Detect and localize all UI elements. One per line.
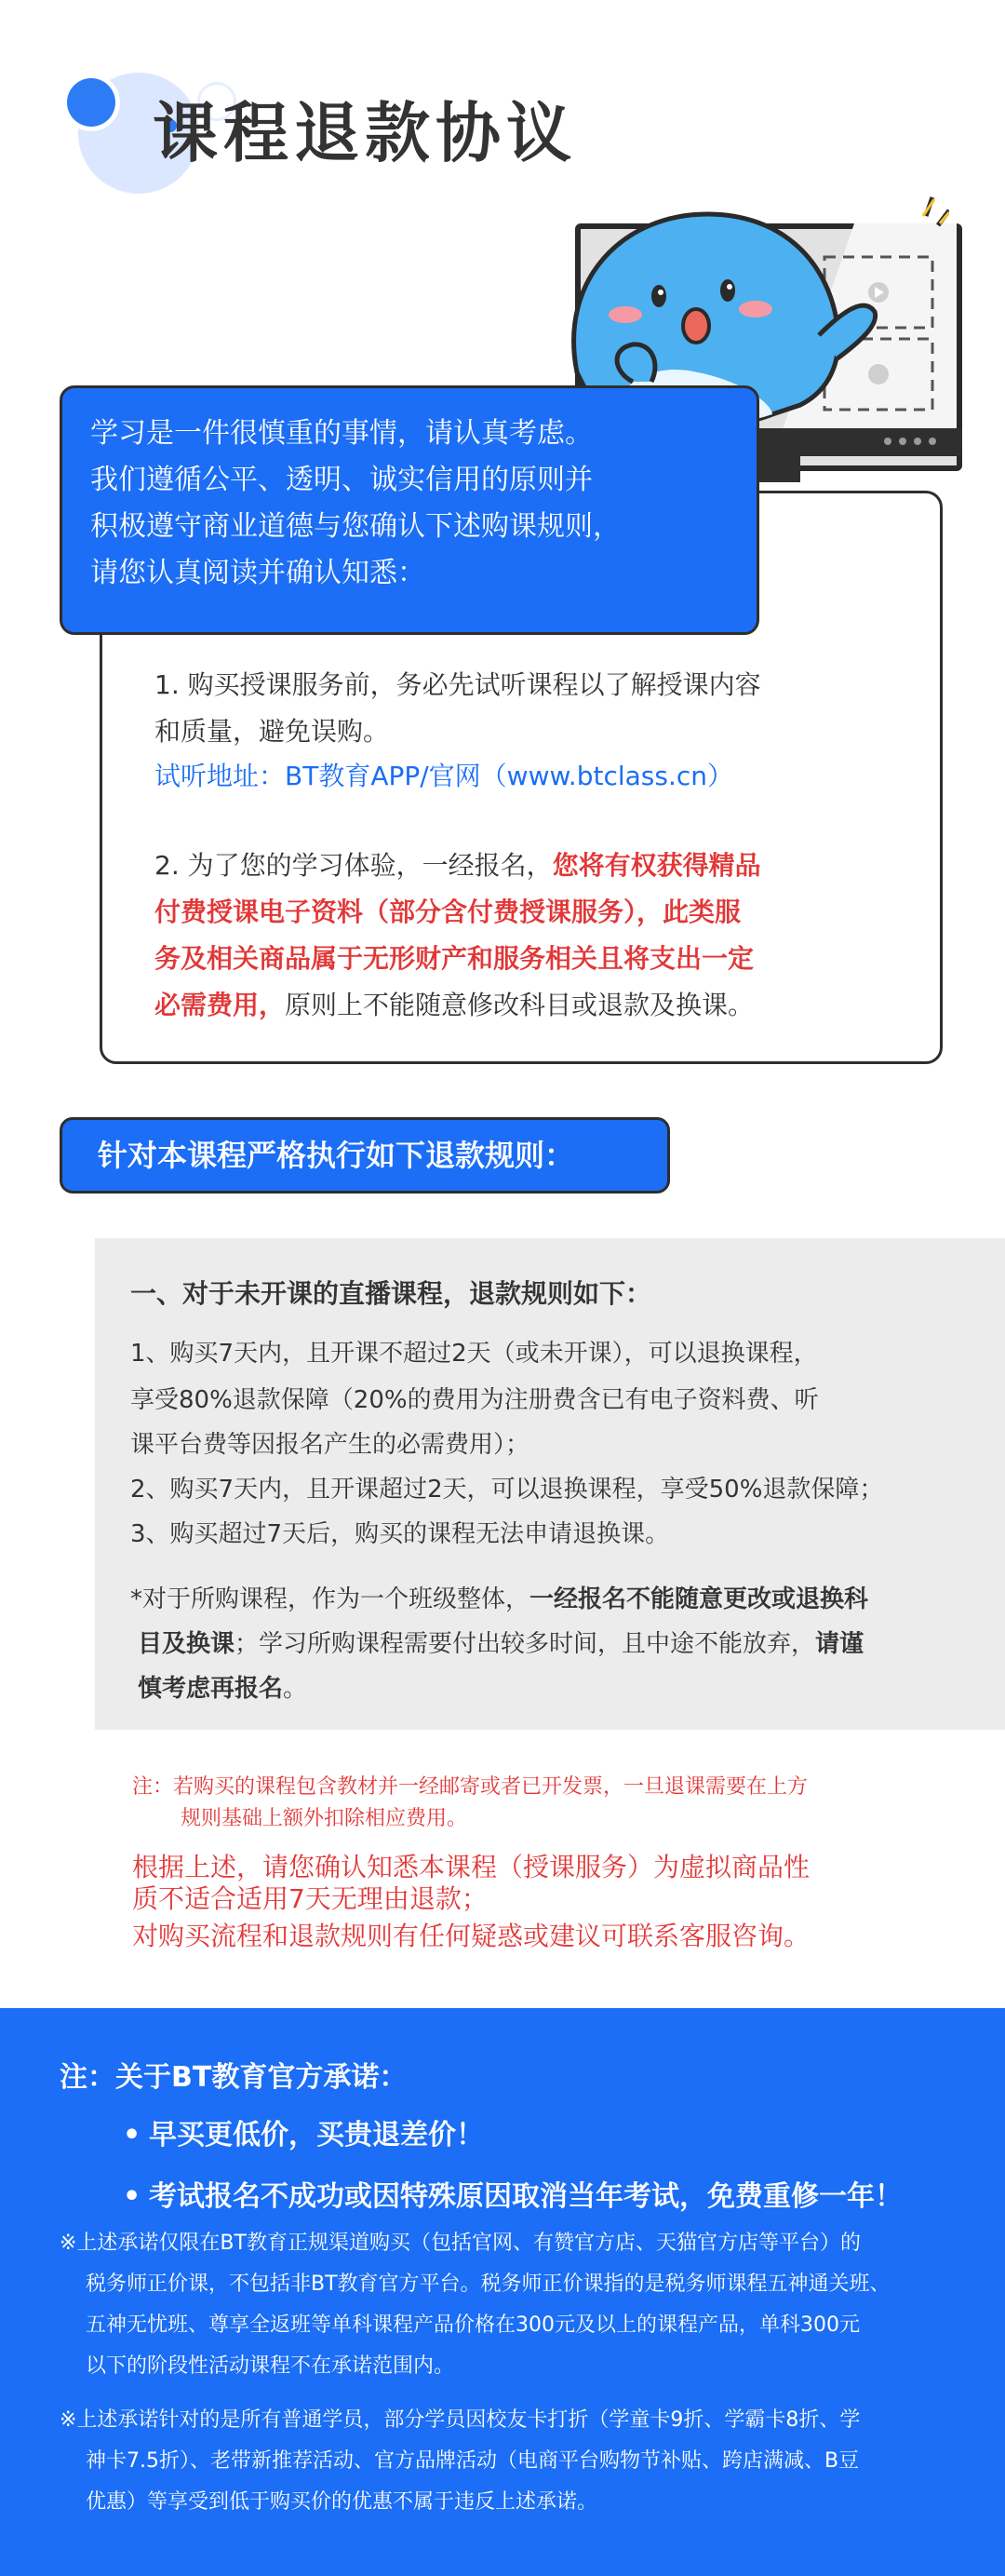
rule-item: 课平台费等因报名产生的必需费用）； [130, 1431, 530, 1459]
intro-text-line: 积极遵守商业道德与您确认下述购课规则， [90, 510, 621, 543]
promise-heading: 注：关于BT教育官方承诺： [60, 2061, 408, 2094]
term-item-1: 1. 购买授课服务前，务必先试听课程以了解授课内容 [154, 669, 761, 700]
rule-item: 1、购买7天内，且开课不超过2天（或未开课），可以退换课程， [130, 1340, 818, 1368]
term-item-2-line [154, 847, 761, 884]
rules-note-emphasis: 目及换课 [138, 1630, 235, 1658]
term-item-2-line [154, 987, 754, 1024]
promise-disclaimer: 神卡7.5折）、老带新推荐活动、官方品牌活动（电商平台购物节补贴、跨店满减、B豆 [86, 2449, 860, 2473]
term-item-2-prefix: 2. 为了您的学习体验，一经报名， [154, 850, 553, 881]
rules-note-emphasis: 一经报名不能随意更改或退换科 [529, 1585, 869, 1613]
contact-note: 对购买流程和退款规则有任何疑惑或建议可联系客服咨询。 [132, 1921, 811, 1951]
materials-note: 注：若购买的课程包含教材并一经邮寄或者已开发票，一旦退课需要在上方 [132, 1775, 809, 1799]
term-item-2-highlight: 务及相关商品属于无形财产和服务相关且将支出一定 [154, 943, 755, 974]
promise-disclaimer: ※上述承诺针对的是所有普通学员，部分学员因校友卡打折（学童卡9折、学霸卡8折、学 [60, 2408, 861, 2432]
rule-item: 3、购买超过7天后，购买的课程无法申请退换课。 [130, 1520, 670, 1548]
term-item-2-highlight: 付费授课电子资料（部分含付费授课服务），此类服 [154, 897, 742, 927]
materials-note-cont: 规则基础上额外扣除相应费用。 [181, 1807, 468, 1830]
term-item-2-suffix: 原则上不能随意修改科目或退款及换课。 [285, 990, 755, 1020]
rules-note-text: ；学习所购课程需要付出较多时间，且中途不能放弃， [234, 1630, 816, 1658]
rules-note [138, 1624, 864, 1665]
promise-bullet: 考试报名不成功或因特殊原因取消当年考试，免费重修一年！ [149, 2180, 903, 2213]
promise-disclaimer: ※上述承诺仅限在BT教育正规渠道购买（包括官网、有赞官方店、天猫官方店等平台）的 [60, 2232, 861, 2255]
intro-text-line: 我们遵循公平、透明、诚实信用的原则并 [90, 464, 593, 496]
rules-note-text: *对于所购课程，作为一个班级整体， [130, 1585, 530, 1613]
term-item-2-highlight: 必需费用， [154, 990, 286, 1020]
virtual-goods-note: 根据上述，请您确认知悉本课程（授课服务）为虚拟商品性 [132, 1852, 811, 1882]
trial-link[interactable]: 试听地址：BT教育APP/官网（www.btclass.cn） [154, 761, 734, 791]
promise-disclaimer: 以下的阶段性活动课程不在承诺范围内。 [86, 2354, 455, 2378]
intro-text-line: 请您认真阅读并确认知悉： [90, 557, 425, 589]
promise-disclaimer: 优惠）等享受到低于购买价的优惠不属于违反上述承诺。 [86, 2490, 598, 2514]
page-title: 课程退款协议 [153, 95, 577, 171]
promise-disclaimer: 税务师正价课，不包括非BT教育官方平台。税务师正价课指的是税务师课程五神通关班、 [86, 2273, 891, 2296]
rule-item: 享受80%退款保障（20%的费用为注册费含已有电子资料费、听 [130, 1386, 819, 1414]
rules-note-emphasis: 慎考虑再报名 [138, 1675, 284, 1703]
term-item-2-highlight: 您将有权获得精品 [552, 850, 761, 881]
rules-heading: 一、对于未开课的直播课程，退款规则如下： [130, 1278, 652, 1309]
term-item-1-cont: 和质量，避免误购。 [154, 716, 390, 747]
decorative-dot [67, 78, 115, 127]
rules-note [130, 1579, 868, 1620]
promise-bullet: 早买更低价，买贵退差价！ [149, 2119, 484, 2151]
rule-item: 2、购买7天内，且开课超过2天，可以退换课程，享受50%退款保障； [130, 1476, 884, 1504]
bullet-icon: • [123, 2180, 141, 2213]
rules-title: 针对本课程严格执行如下退款规则： [60, 1117, 670, 1194]
promise-disclaimer: 五神无忧班、尊享全返班等单科课程产品价格在300元及以上的课程产品，单科300元 [86, 2313, 860, 2337]
bullet-icon: • [123, 2119, 141, 2151]
rules-note-emphasis: 请谨 [815, 1630, 864, 1658]
rules-note-text: 。 [283, 1675, 308, 1703]
rules-note [138, 1668, 307, 1709]
intro-text-line: 学习是一件很慎重的事情，请认真考虑。 [90, 417, 593, 450]
virtual-goods-note-cont: 质不适合适用7天无理由退款； [132, 1883, 488, 1914]
